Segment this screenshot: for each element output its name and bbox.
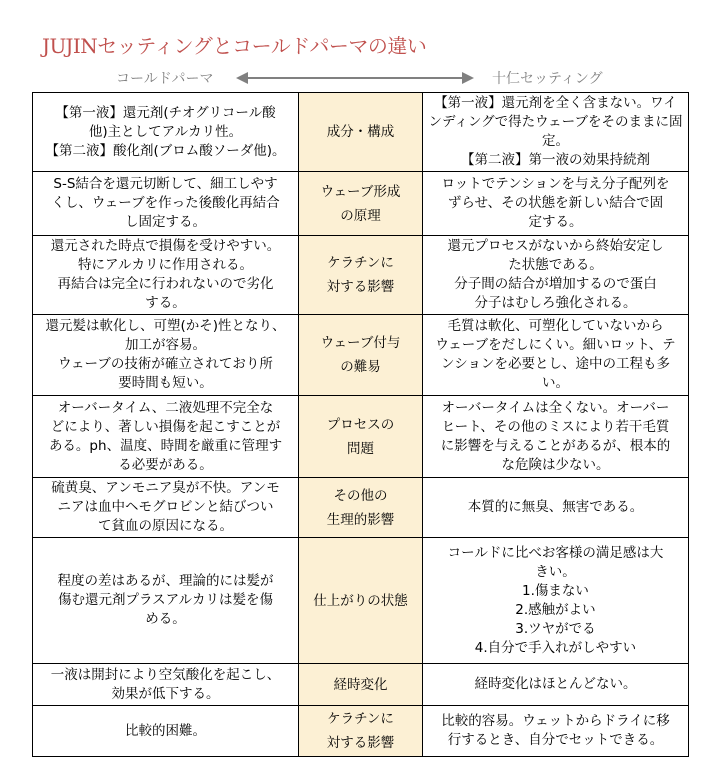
cell-line: 定する。 xyxy=(528,214,583,230)
cell-line: める。 xyxy=(145,611,186,627)
cell-line: ヒート、その他のミスにより若干毛質 xyxy=(441,418,670,435)
cell-line: 1.傷まない xyxy=(522,582,589,599)
category-cell xyxy=(299,236,423,315)
cell-line: どにより、著しい損傷を起こすことが xyxy=(50,418,281,435)
jujin-cell xyxy=(423,538,689,664)
cell-line: ケラチンに xyxy=(327,711,394,727)
category-cell xyxy=(299,315,423,396)
table-row xyxy=(33,236,689,315)
cell-line: ウェーブ付与 xyxy=(320,335,401,351)
cell-line: 比較的困難。 xyxy=(125,722,206,739)
cell-line: 経時変化はほとんどない。 xyxy=(474,676,637,692)
table-row xyxy=(33,706,689,757)
cell-line: い。 xyxy=(542,375,569,391)
cell-line: ある。ph、温度、時間を厳重に管理す xyxy=(48,437,283,454)
cell-line: 【第二液】酸化剤(ブロム酸ソーダ他)。 xyxy=(45,142,286,159)
cell-line: 傷む還元剤プラスアルカリは髪を傷 xyxy=(57,592,274,608)
cell-line: 他)主としてアルカリ性。 xyxy=(88,123,243,140)
cell-line: 効果が低下する。 xyxy=(111,685,220,702)
cell-line: 比較的容易。ウェットからドライに移 xyxy=(441,713,670,729)
page-title: JUJINセッティングとコールドパーマの違い xyxy=(42,34,427,58)
category-cell xyxy=(299,538,423,664)
header-jujin-setting: 十仁セッティング xyxy=(492,71,603,87)
cell-line: オーバータイムは全くない。オーバー xyxy=(441,399,670,416)
cell-line: 程度の差はあるが、理論的には髪が xyxy=(57,573,274,589)
cold-perm-cell xyxy=(33,172,299,236)
cell-line: 還元髪は軟化し、可塑(かそ)性となり、 xyxy=(45,318,286,334)
category-cell xyxy=(299,396,423,478)
cold-perm-cell xyxy=(33,706,299,757)
cold-perm-cell xyxy=(33,538,299,664)
cell-line: 要時間も短い。 xyxy=(118,375,213,391)
cold-perm-cell xyxy=(33,478,299,538)
cell-line: 本質的に無臭、無害である。 xyxy=(467,499,644,515)
cell-line: 経時変化 xyxy=(333,676,388,693)
cell-line: ウェーブの技術が確立されており所 xyxy=(58,356,273,372)
cell-line: 一液は開封により空気酸化を起こし、 xyxy=(50,666,281,683)
category-cell xyxy=(299,706,423,757)
cell-line: し固定する。 xyxy=(125,214,206,230)
table-row xyxy=(33,538,689,664)
cell-line: ウェーブ形成 xyxy=(320,183,401,200)
category-cell xyxy=(299,664,423,706)
cold-perm-cell xyxy=(33,396,299,478)
cell-line: 生理的影響 xyxy=(326,511,395,528)
jujin-cell xyxy=(423,664,689,706)
cell-line: 還元プロセスがないから終始安定し xyxy=(447,238,664,254)
cell-line: 分子間の結合が増加するので蛋白 xyxy=(454,276,657,292)
cell-line: 問題 xyxy=(347,440,374,457)
table-row xyxy=(33,396,689,478)
cell-line: 対する影響 xyxy=(326,279,395,295)
jujin-cell xyxy=(423,706,689,757)
cell-line: な危険は少ない。 xyxy=(501,456,610,473)
cell-line: 【第一液】還元剤を全く含まない。ワイ xyxy=(434,95,677,111)
cell-line: きい。 xyxy=(535,563,576,580)
cell-line: 4.自分で手入れがしやすい xyxy=(474,639,637,656)
cell-line: S-S結合を還元切断して、細工しやす xyxy=(53,176,278,192)
cell-line: 特にアルカリに作用される。 xyxy=(78,257,253,273)
jujin-cell xyxy=(423,396,689,478)
cell-line: 行するとき、自分でセットできる。 xyxy=(447,732,664,748)
cell-line: 毛質は軟化、可塑化していないから xyxy=(447,318,664,334)
cell-line: 分子はむしろ強化される。 xyxy=(474,295,637,311)
jujin-cell xyxy=(423,478,689,538)
cold-perm-cell xyxy=(33,236,299,315)
jujin-cell xyxy=(423,236,689,315)
cell-line: 【第一液】還元剤(チオグリコール酸 xyxy=(55,104,276,121)
cell-line: コールドに比べお客様の満足感は大 xyxy=(447,544,664,561)
cold-perm-cell xyxy=(33,93,299,172)
cell-line: ンディングで得たウェーブをそのままに固定。 xyxy=(428,114,683,149)
cell-line: その他の xyxy=(333,487,388,504)
cell-line: プロセスの xyxy=(326,416,395,433)
cell-line: る必要がある。 xyxy=(118,456,213,473)
cell-line: 再結合は完全に行われないので劣化 xyxy=(57,276,274,292)
cell-line: くし、ウェーブを作った後酸化再結合 xyxy=(51,195,280,211)
cell-line: た状態である。 xyxy=(508,257,603,273)
jujin-cell xyxy=(423,93,689,172)
cell-line: する。 xyxy=(145,295,186,311)
table-row xyxy=(33,664,689,706)
cell-line: 成分・構成 xyxy=(326,124,395,140)
cell-line: の難易 xyxy=(340,359,381,375)
cell-line: 還元された時点で損傷を受けやすい。 xyxy=(50,238,281,254)
cold-perm-cell xyxy=(33,315,299,396)
cell-line: 硫黄臭、アンモニア臭が不快。アンモ xyxy=(51,480,280,496)
cell-line: ンションを必要とし、途中の工程も多 xyxy=(441,356,670,372)
cell-line: て貧血の原因になる。 xyxy=(98,518,233,534)
category-cell xyxy=(299,93,423,172)
cell-line: の原理 xyxy=(340,207,381,224)
cell-line: 2.感触がよい xyxy=(515,601,596,618)
cell-line: 加工が容易。 xyxy=(125,337,206,353)
cell-line: 3.ツヤがでる xyxy=(515,620,596,637)
cell-line: ずらせ、その状態を新しい結合で固 xyxy=(447,195,664,211)
table-row xyxy=(33,315,689,396)
cell-line: に影響を与えることがあるが、根本的 xyxy=(440,437,671,454)
cell-line: ロットでテンションを与え分子配列を xyxy=(441,176,670,192)
jujin-cell xyxy=(423,172,689,236)
cell-line: 仕上がりの状態 xyxy=(313,592,408,609)
category-cell xyxy=(299,478,423,538)
header-cold-perm: コールドパーマ xyxy=(116,71,214,87)
category-cell xyxy=(299,172,423,236)
cell-line: 対する影響 xyxy=(326,735,395,751)
table-row xyxy=(33,172,689,236)
jujin-cell xyxy=(423,315,689,396)
cell-line: ニアは血中ヘモグロビンと結びつい xyxy=(57,499,274,515)
cell-line: オーバータイム、二液処理不完全な xyxy=(57,399,274,416)
cell-line: 【第二液】第一液の効果持続剤 xyxy=(461,152,650,168)
cell-line: ウェーブをだしにくい。細いロット、テ xyxy=(435,337,676,353)
cold-perm-cell xyxy=(33,664,299,706)
cell-line: ケラチンに xyxy=(327,255,394,271)
comparison-table xyxy=(32,92,689,757)
table-row xyxy=(33,93,689,172)
table-row xyxy=(33,478,689,538)
double-arrow-icon xyxy=(236,70,474,86)
